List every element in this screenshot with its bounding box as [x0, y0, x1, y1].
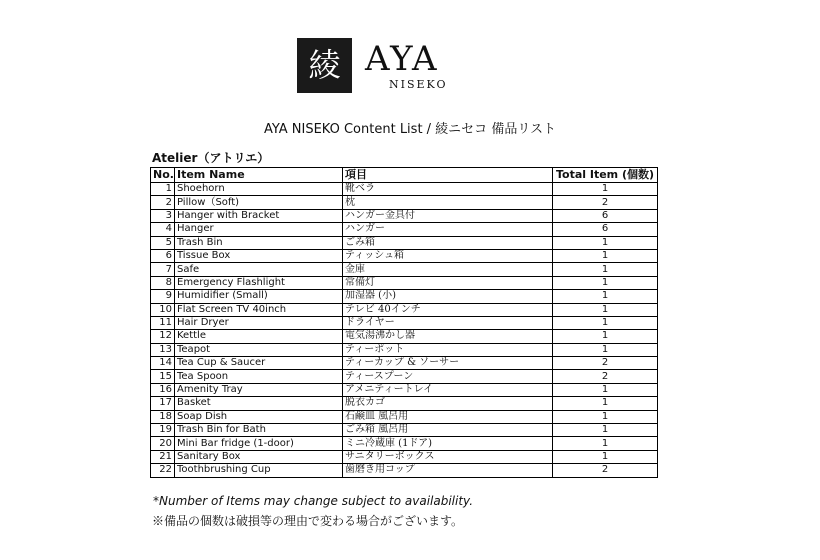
logo-subtitle: NISEKO [389, 78, 448, 91]
table-row [151, 410, 658, 423]
item-total: 2 [553, 464, 658, 477]
document-title: AYA NISEKO Content List / 綾ニセコ 備品リスト [263, 122, 557, 137]
table-row [151, 249, 658, 262]
item-name-jp: 脱衣カゴ [343, 397, 553, 410]
table-row [151, 303, 658, 316]
header-item-jp: 項目 [343, 168, 553, 183]
logo [297, 38, 447, 93]
item-name-en: Mini Bar fridge (1-door) [175, 437, 343, 450]
row-number: 17 [151, 397, 175, 410]
item-total: 1 [553, 290, 658, 303]
item-total: 1 [553, 424, 658, 437]
header-total-item: Total Item (個数) [553, 168, 658, 183]
item-name-jp: ハンガー [343, 223, 553, 236]
item-name-jp: ドライヤー [343, 316, 553, 329]
item-total: 2 [553, 357, 658, 370]
section-title: Atelier（アトリエ） [152, 151, 270, 165]
row-number: 8 [151, 276, 175, 289]
item-name-jp: 枕 [343, 196, 553, 209]
item-name-en: Soap Dish [175, 410, 343, 423]
row-number: 18 [151, 410, 175, 423]
table-row [151, 223, 658, 236]
item-name-jp: ハンガー金具付 [343, 209, 553, 222]
table-row [151, 290, 658, 303]
item-name-en: Toothbrushing Cup [175, 464, 343, 477]
item-name-en: Trash Bin for Bath [175, 424, 343, 437]
item-name-jp: 歯磨き用コップ [343, 464, 553, 477]
table-row [151, 183, 658, 196]
item-total: 1 [553, 397, 658, 410]
table-row [151, 450, 658, 463]
item-name-jp: 靴ベラ [343, 183, 553, 196]
row-number: 6 [151, 249, 175, 262]
item-name-en: Hanger with Bracket [175, 209, 343, 222]
item-total: 1 [553, 330, 658, 343]
table-row [151, 236, 658, 249]
item-total: 1 [553, 450, 658, 463]
row-number: 5 [151, 236, 175, 249]
table-row [151, 424, 658, 437]
item-name-jp: 石鹸皿 風呂用 [343, 410, 553, 423]
item-total: 1 [553, 276, 658, 289]
item-name-en: Pillow（Soft) [175, 196, 343, 209]
table-row [151, 263, 658, 276]
availability-note: *Number of Items may change subject to availability. [153, 494, 474, 508]
item-name-en: Teapot [175, 343, 343, 356]
header-no: No. [151, 168, 175, 183]
row-number: 22 [151, 464, 175, 477]
item-name-en: Tissue Box [175, 249, 343, 262]
item-total: 6 [553, 223, 658, 236]
item-name-jp: ティーカップ & ソーサー [343, 357, 553, 370]
item-name-jp: ティースプーン [343, 370, 553, 383]
item-total: 1 [553, 410, 658, 423]
item-name-en: Tea Spoon [175, 370, 343, 383]
item-name-en: Shoehorn [175, 183, 343, 196]
header-item-name: Item Name [175, 168, 343, 183]
row-number: 12 [151, 330, 175, 343]
item-name-jp: ごみ箱 [343, 236, 553, 249]
row-number: 13 [151, 343, 175, 356]
row-number: 19 [151, 424, 175, 437]
content-list-table [150, 167, 658, 478]
table-row [151, 370, 658, 383]
item-name-en: Trash Bin [175, 236, 343, 249]
item-total: 6 [553, 209, 658, 222]
availability-note-jp: ※備品の個数は破損等の理由で変わる場合がございます。 [152, 514, 464, 528]
row-number: 16 [151, 383, 175, 396]
item-name-en: Amenity Tray [175, 383, 343, 396]
item-total: 2 [553, 370, 658, 383]
item-total: 1 [553, 316, 658, 329]
table-row [151, 276, 658, 289]
row-number: 11 [151, 316, 175, 329]
item-name-en: Emergency Flashlight [175, 276, 343, 289]
table-header-row [151, 168, 658, 183]
item-name-jp: ミニ冷蔵庫 (1ドア) [343, 437, 553, 450]
item-total: 1 [553, 183, 658, 196]
row-number: 21 [151, 450, 175, 463]
table-row [151, 196, 658, 209]
item-name-en: Basket [175, 397, 343, 410]
table-row [151, 383, 658, 396]
item-name-en: Sanitary Box [175, 450, 343, 463]
item-name-jp: 金庫 [343, 263, 553, 276]
table-row [151, 464, 658, 477]
item-total: 1 [553, 303, 658, 316]
item-total: 2 [553, 196, 658, 209]
item-name-jp: 加湿器 (小) [343, 290, 553, 303]
item-name-jp: 電気湯沸かし器 [343, 330, 553, 343]
item-total: 1 [553, 263, 658, 276]
item-total: 1 [553, 249, 658, 262]
item-name-en: Hair Dryer [175, 316, 343, 329]
item-name-en: Kettle [175, 330, 343, 343]
row-number: 4 [151, 223, 175, 236]
row-number: 15 [151, 370, 175, 383]
logo-name: AYA [365, 39, 439, 79]
item-name-en: Safe [175, 263, 343, 276]
item-total: 1 [553, 343, 658, 356]
item-name-jp: 常備灯 [343, 276, 553, 289]
table-row [151, 316, 658, 329]
item-name-jp: ティーポット [343, 343, 553, 356]
item-name-jp: ごみ箱 風呂用 [343, 424, 553, 437]
item-name-en: Humidifier (Small) [175, 290, 343, 303]
item-name-jp: ティッシュ箱 [343, 249, 553, 262]
item-name-jp: サニタリーボックス [343, 450, 553, 463]
row-number: 1 [151, 183, 175, 196]
item-name-jp: テレビ 40インチ [343, 303, 553, 316]
row-number: 9 [151, 290, 175, 303]
item-total: 1 [553, 383, 658, 396]
row-number: 7 [151, 263, 175, 276]
row-number: 10 [151, 303, 175, 316]
item-total: 1 [553, 236, 658, 249]
table-body [151, 183, 658, 478]
item-name-en: Hanger [175, 223, 343, 236]
row-number: 3 [151, 209, 175, 222]
item-total: 1 [553, 437, 658, 450]
logo-kanji-mark: 綾 [297, 38, 352, 93]
table-row [151, 343, 658, 356]
table-row [151, 357, 658, 370]
item-name-en: Flat Screen TV 40inch [175, 303, 343, 316]
item-name-jp: アメニティートレイ [343, 383, 553, 396]
table-row [151, 437, 658, 450]
row-number: 14 [151, 357, 175, 370]
table-row [151, 397, 658, 410]
item-name-en: Tea Cup & Saucer [175, 357, 343, 370]
table-row [151, 330, 658, 343]
row-number: 2 [151, 196, 175, 209]
table-row [151, 209, 658, 222]
row-number: 20 [151, 437, 175, 450]
